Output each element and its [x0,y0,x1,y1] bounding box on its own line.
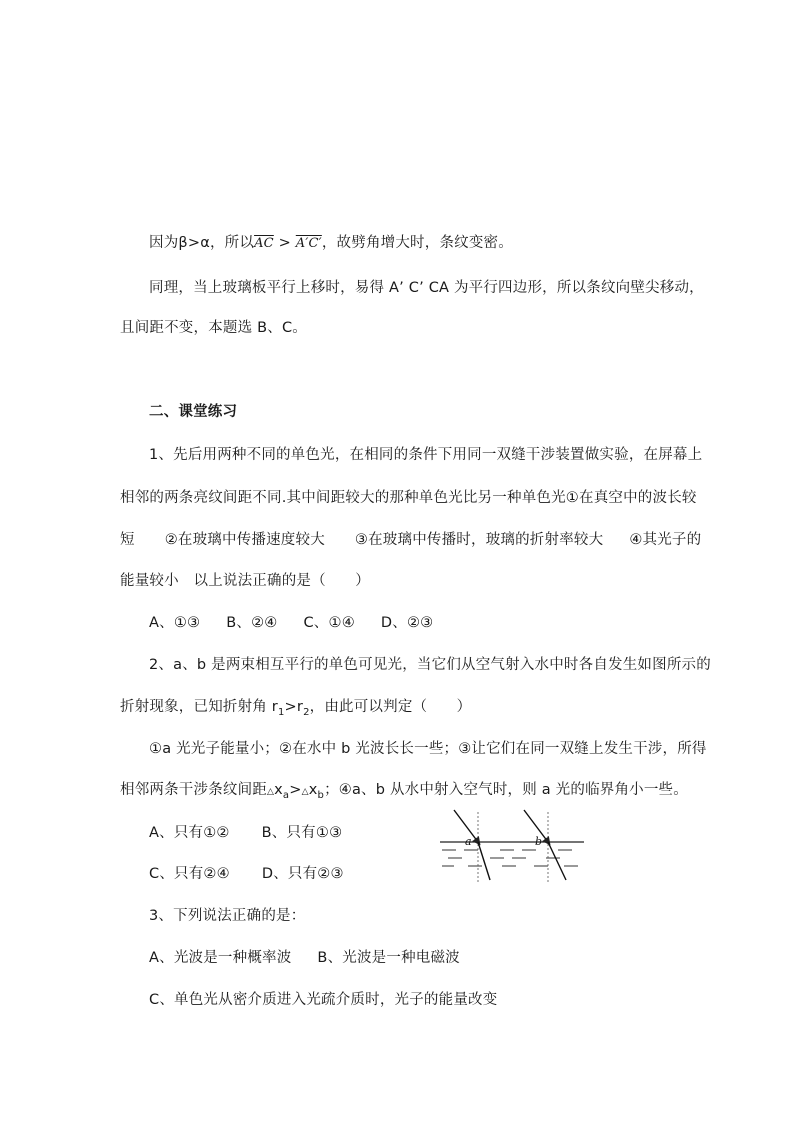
refraction-figure [438,808,586,884]
q1-line: 1、先后用两种不同的单色光，在相同的条件下用同一双缝干涉装置做实验，在屏幕上 [149,447,703,463]
subscript: 1 [277,706,285,718]
q3-option-b: B、光波是一种电磁波 [317,950,460,966]
label-b: b [535,835,543,848]
q3-line: 3、下列说法正确的是： [149,908,306,924]
q2-option-a: A、只有①② [149,825,230,841]
q2-options-row2 [149,864,344,884]
q1-line: 相邻的两条亮纹间距不同.其中间距较大的那种单色光比另一种单色光①在真空中的波长较 [120,490,697,506]
delta-symbol: △ [267,787,275,797]
q1-options [149,613,433,633]
q1-option-b: B、②④ [226,615,278,631]
q1-option-c: C、①④ [303,615,355,631]
q3-option-c: C、单色光从密介质进入光疏介质时，光子的能量改变 [149,992,498,1008]
subscript: b [317,789,325,801]
text: 折射现象，已知折射角 r [120,699,278,715]
q1-option-d: D、②③ [380,615,434,631]
q2-option-b: B、只有①③ [261,825,343,841]
text: x [274,782,283,798]
paragraph-conclusion [149,233,513,254]
segment-ac: $\overline{AC}$ [254,236,274,251]
subscript: 2 [303,706,310,718]
label-a: a [465,835,472,848]
text: x [308,782,318,798]
segment-a-prime-c-prime: A′C′ [295,236,322,251]
q2-option-c: C、只有②④ [149,866,230,882]
q2-options-row1 [149,823,342,843]
q2-line: ①a 光光子能量小；②在水中 b 光波长长一些；③让它们在同一双缝上发生干涉，所得 [149,741,707,757]
paragraph-line: 同理，当上玻璃板平行上移时，易得 A’ C’ CA 为平行四边形，所以条纹向壁尖移动， [149,280,704,296]
text: ④其光子的 [629,532,702,548]
text: ③在玻璃中传播时，玻璃的折射率较大 [354,532,604,548]
q1-option-a: A、①③ [149,615,201,631]
text: ，故劈角增大时，条纹变密。 [321,235,513,251]
q3-options-row1 [149,948,460,968]
q3-option-a: A、光波是一种概率波 [149,950,292,966]
q1-line: 能量较小 以上说法正确的是（ ） [120,573,370,589]
text: 短 [120,532,135,548]
ray-b-refracted [548,842,566,880]
text: 相邻两条干涉条纹间距 [120,782,267,798]
paragraph-line: 且间距不变，本题选 B、C。 [120,320,307,336]
gt-sign: > [278,235,291,251]
delta-symbol: △ [301,787,309,797]
section-title: 二、课堂练习 [149,404,238,420]
text: ，由此可以判定（ ） [309,699,472,715]
subscript: a [282,789,290,801]
text: >r [284,699,304,715]
ray-a-refracted [478,842,490,880]
text: > [289,782,302,798]
q2-line [120,780,688,802]
q1-line [120,530,701,550]
text: 因为β>α，所以 [149,235,255,251]
q2-line: 2、a、b 是两束相互平行的单色可见光，当它们从空气射入水中时各自发生如图所示的 [149,657,711,673]
text: ；④a、b 从水中射入空气时，则 a 光的临界角小一些。 [324,782,688,798]
text: ②在玻璃中传播速度较大 [164,532,325,548]
q2-option-d: D、只有②③ [261,866,344,882]
q2-line [120,697,471,717]
